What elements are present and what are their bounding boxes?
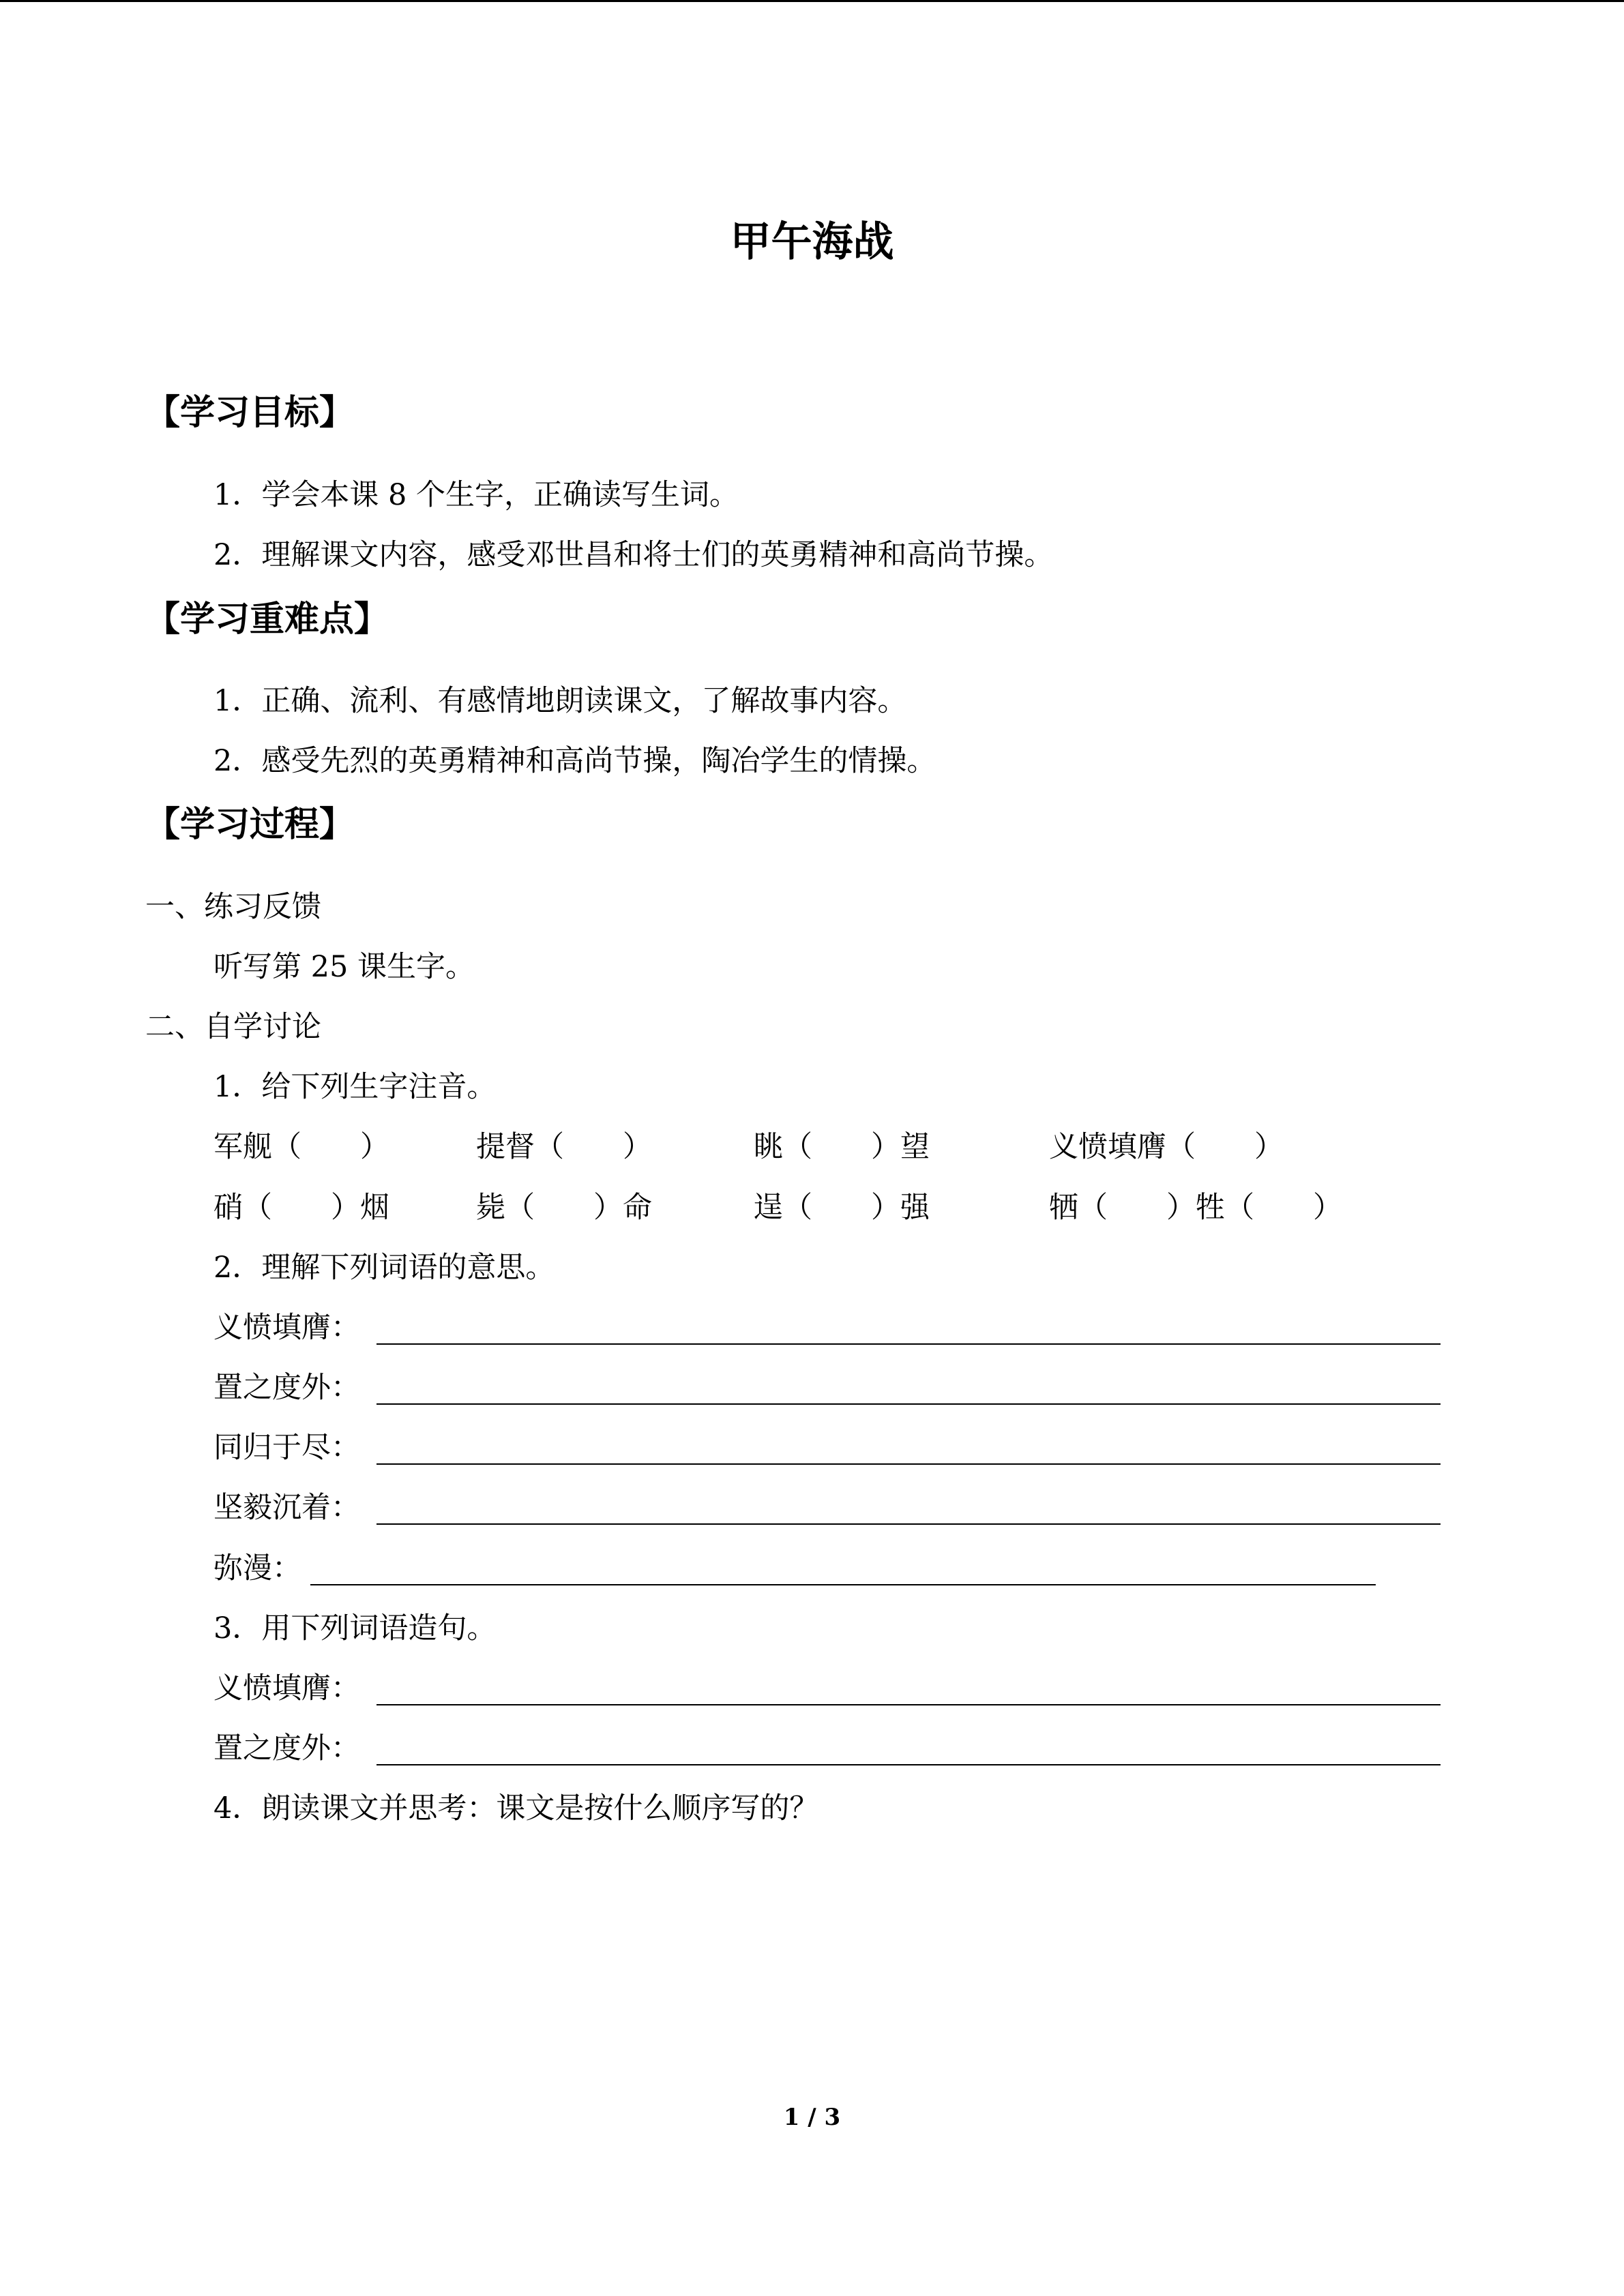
sentence-label: 置之度外： bbox=[213, 1731, 360, 1765]
goal-item-2: 2．理解课文内容，感受邓世昌和将士们的英勇精神和高尚节操。 bbox=[213, 538, 1054, 572]
answer-line[interactable] bbox=[377, 1764, 1441, 1765]
sentence-label: 义愤填膺： bbox=[213, 1671, 360, 1705]
answer-line[interactable] bbox=[377, 1343, 1441, 1345]
key-point-item-1: 1．正确、流利、有感情地朗读课文，了解故事内容。 bbox=[213, 684, 907, 718]
answer-line[interactable] bbox=[377, 1704, 1441, 1705]
question-2: 2．理解下列词语的意思。 bbox=[213, 1251, 555, 1285]
meaning-label: 置之度外： bbox=[213, 1371, 360, 1405]
meaning-label: 义愤填膺： bbox=[213, 1311, 360, 1345]
pinyin-item: 眺（ ）望 bbox=[754, 1130, 930, 1164]
meaning-label: 坚毅沉着： bbox=[213, 1491, 360, 1525]
pinyin-item: 军舰（ ） bbox=[213, 1130, 389, 1164]
pinyin-item: 牺（ ）牲（ ） bbox=[1049, 1191, 1342, 1225]
section-heading-goals: 【学习目标】 bbox=[145, 392, 355, 433]
answer-line[interactable] bbox=[377, 1463, 1441, 1465]
section-heading-key-points: 【学习重难点】 bbox=[145, 599, 389, 640]
meaning-label: 弥漫： bbox=[213, 1551, 301, 1585]
section-heading-process: 【学习过程】 bbox=[145, 804, 355, 845]
part2-title: 二、自学讨论 bbox=[145, 1010, 321, 1044]
pinyin-item: 义愤填膺（ ） bbox=[1049, 1130, 1284, 1164]
pinyin-item: 逞（ ）强 bbox=[754, 1191, 930, 1225]
page-number: 1 / 3 bbox=[783, 2104, 841, 2131]
question-4: 4．朗读课文并思考：课文是按什么顺序写的？ bbox=[213, 1791, 819, 1825]
meaning-label: 同归于尽： bbox=[213, 1431, 360, 1465]
page-title: 甲午海战 bbox=[730, 218, 894, 266]
part1-title: 一、练习反馈 bbox=[145, 890, 321, 924]
key-point-item-2: 2．感受先烈的英勇精神和高尚节操，陶冶学生的情操。 bbox=[213, 744, 936, 778]
question-1: 1．给下列生字注音。 bbox=[213, 1070, 497, 1104]
page-top-border bbox=[0, 0, 1624, 2]
answer-line[interactable] bbox=[310, 1584, 1376, 1585]
answer-line[interactable] bbox=[377, 1523, 1441, 1525]
question-3: 3．用下列词语造句。 bbox=[213, 1611, 497, 1645]
pinyin-item: 提督（ ） bbox=[476, 1130, 652, 1164]
pinyin-item: 毙（ ）命 bbox=[476, 1191, 652, 1225]
answer-line[interactable] bbox=[377, 1403, 1441, 1405]
pinyin-item: 硝（ ）烟 bbox=[213, 1191, 389, 1225]
part1-text: 听写第 25 课生字。 bbox=[213, 950, 475, 984]
goal-item-1: 1．学会本课 8 个生字，正确读写生词。 bbox=[213, 478, 739, 512]
